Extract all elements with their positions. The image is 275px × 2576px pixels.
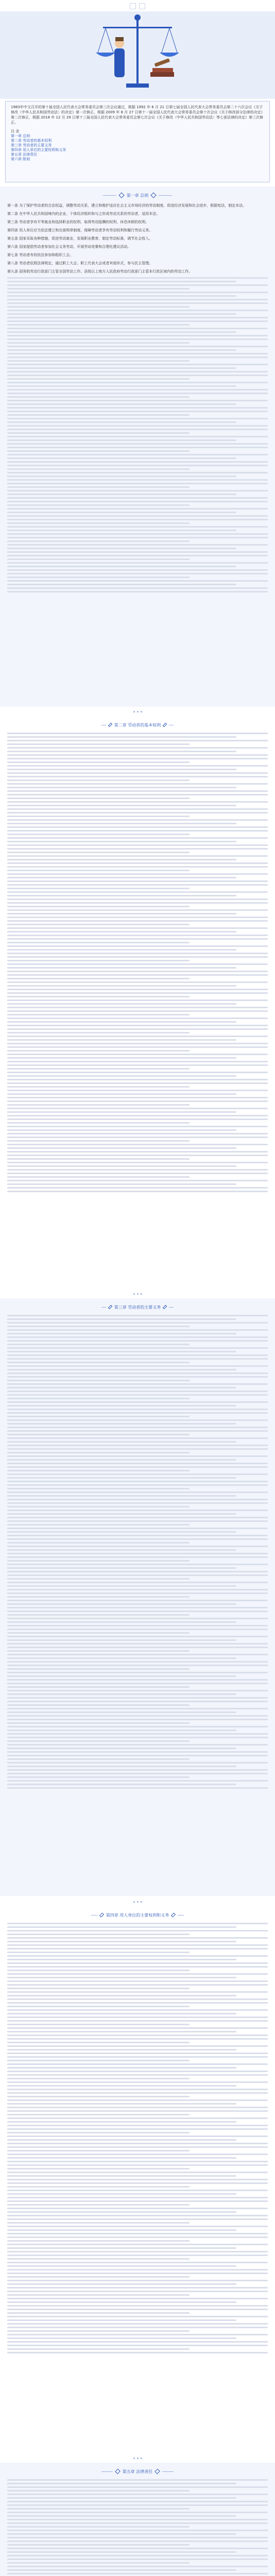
section-divider [0, 2458, 275, 2459]
diamond-icon [99, 1912, 104, 1917]
chapter-title: 第二章 劳动者的基本权利 [114, 722, 161, 727]
chapter-1-section [0, 187, 275, 707]
toc-item[interactable]: 第六章 附则 [11, 157, 30, 161]
diamond-icon [163, 723, 167, 727]
chapter-title: 第四章 用人单位的主要权利和义务 [106, 1912, 169, 1918]
text-lines [7, 733, 268, 1192]
diamond-icon [163, 1305, 167, 1309]
toc-item[interactable]: 第三章 劳动者的主要义务 [11, 143, 52, 147]
chapter-banner [91, 1910, 184, 1920]
top-icon-row [0, 3, 275, 10]
chapter-banner [101, 2467, 174, 2476]
diamond-icon [108, 1305, 112, 1309]
chapter-banner [101, 191, 174, 200]
section-divider [0, 1901, 275, 1903]
diamond-icon [115, 2469, 121, 2475]
article-paragraph: 第一条 为了保护劳动者的合法权益，调整劳动关系，建立和维护适应社会主义市场经济的劳动制度，促进经济发展和社会进步，根据宪法，制定本法。 [7, 204, 247, 208]
article-paragraph: 第五条 国家采取各种措施，促进劳动就业，发展职业教育，制定劳动标准，调节社会收入。 [7, 236, 153, 241]
toc-item[interactable]: 第四章 用人单位的主要权利和义务 [11, 148, 66, 152]
text-lines [7, 2479, 268, 2576]
toc-heading: 目 录 [11, 129, 20, 133]
diamond-icon [171, 1912, 176, 1917]
article-paragraph: 第七条 劳动者有权依法参加和组织工会。 [7, 253, 74, 257]
chapter-title: 第三章 劳动者的主要义务 [114, 1304, 161, 1310]
diamond-icon [154, 2469, 160, 2475]
diamond-icon [108, 723, 112, 727]
article-paragraph: 第二条 在中华人民共和国境内的企业、个体经济组织和与之形成劳动关系的劳动者，适用本法。 [7, 212, 160, 216]
article-paragraph: 第八条 劳动者依照法律规定，通过职工大会、职工代表大会或者其他形式，参与民主管理。 [7, 261, 153, 265]
text-lines [7, 1923, 268, 2353]
chapter-banner [101, 720, 174, 730]
more-icon[interactable] [139, 3, 145, 9]
hero-banner [0, 11, 275, 99]
justice-illustration [0, 11, 275, 99]
section-divider [0, 711, 275, 713]
toc-item[interactable]: 第一章 总则 [11, 134, 30, 138]
chapter-4-section [0, 1906, 275, 2452]
chapter-3-section [0, 1298, 275, 1896]
table-of-contents [6, 128, 269, 163]
intro-text: 1983年中文召开的第十届全国人民代表大会常务委员会第三次会议通过，根据 1992 年 6 月 21 日第七届全国人民代表大会常务委员会第二十六次会议《关于修改〈中华人民共和国劳动法〉的决定》第一次修正，根据 2009 年 8 月 27 日第十一届全国人民代表大会常务委员会第十次会议《关于修改部分法律的决定》第二次修正，根据 2018 年 12 月 29 日第十三届全国人民代表大会常务委员会第七次会议《关于修改〈中华人民共和国劳动法〉等七部法律的决定》第三次修正。 [11, 105, 263, 125]
text-lines [7, 1315, 268, 1789]
intro-box [5, 101, 270, 182]
chapter-banner [101, 1302, 174, 1312]
share-icon[interactable] [130, 3, 136, 9]
toc-item[interactable]: 第五章 法律责任 [11, 152, 38, 157]
toc-item[interactable]: 第二章 劳动者的基本权利 [11, 139, 52, 143]
section-divider [0, 1293, 275, 1295]
chapter-title: 第一章 总则 [126, 193, 149, 198]
article-paragraph: 第三条 劳动者享有平等就业和选择职业的权利、取得劳动报酬的权利、休息休假的权利。 [7, 220, 149, 224]
diamond-icon [151, 192, 157, 198]
article-paragraph: 第四条 用人单位应当依法建立和完善规章制度，保障劳动者享有劳动权利和履行劳动义务。 [7, 228, 153, 232]
diamond-icon [118, 192, 124, 198]
chapter-2-section [0, 716, 275, 1288]
text-lines [7, 277, 268, 592]
article-paragraph: 第六条 国家提倡劳动者参加社会义务劳动，开展劳动竞赛和合理化建议活动。 [7, 245, 131, 249]
chapter-5-section [0, 2463, 275, 2576]
chapter-title: 第五章 法律责任 [122, 2469, 153, 2474]
article-paragraph: 第九条 国务院劳动行政部门主管全国劳动工作。县级以上地方人民政府劳动行政部门主管本行政区域内的劳动工作。 [7, 269, 193, 274]
